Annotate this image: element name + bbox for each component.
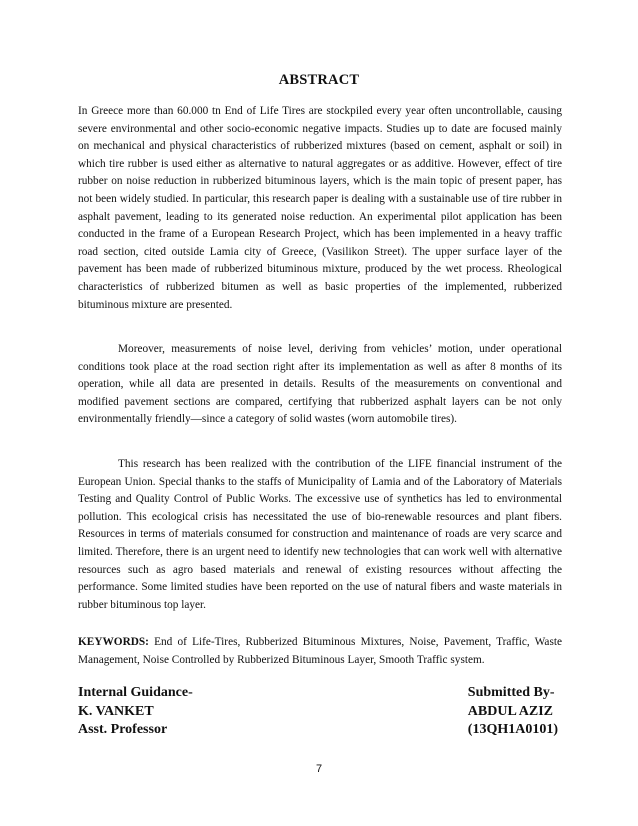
abstract-title: ABSTRACT — [278, 72, 360, 88]
internal-guidance-block — [78, 684, 193, 740]
student-id: (13QH1A0101) — [467, 722, 558, 737]
guide-name: K. VANKET — [78, 703, 154, 719]
abstract-paragraph-2: Moreover, measurements of noise level, deriving from vehicles’ motion, under operational conditions took place at the road section right after its implementation as well as after 8 months of its operation, while all data are presented in details. Results of the measurements on conventional and modified pavement sections are compared, certifying that rubberized asphalt layers can be not only environmentally friendly—since a category of solid wastes (worn automobile tires). — [78, 343, 562, 426]
keywords-label: KEYWORDS: — [78, 636, 149, 648]
abstract-paragraph-1: In Greece more than 60.000 tn End of Life Tires are stockpiled every year often uncontrollable, causing severe environmental and other socio-economic negative impacts. Studies up to date are focused mainly on mechanical and physical characteristics of rubberized mixtures (based on cement, asphalt or soil) in which tire rubber is used either as alternative to natural aggregates or as additive. However, effect of tire rubber on noise reduction in rubberized bituminous layers, which is the main topic of present paper, has not been widely studied. In particular, this research paper is dealing with a sustainable use of tire rubber in asphalt pavement, leading to its generated noise reduction. An experimental pilot application has been conducted in the frame of a European Research Project, which has been implemented in a heavy traffic road section, cited outside Lamia city of Greece, (Vasilikon Street). The upper surface layer of the pavement has been made of rubberized bituminous mixture, produced by the wet process. Rheological characteristics of rubberized bitumen as well as basic properties of the implemented, rubberized bituminous mixture are presented. — [78, 105, 562, 311]
student-name: ABDUL AZIZ — [467, 703, 553, 719]
signature-block — [78, 684, 562, 744]
submitted-by-block — [468, 684, 558, 740]
guidance-heading: Internal Guidance- — [78, 685, 193, 700]
submitted-heading: Submitted By- — [467, 685, 555, 700]
keywords-paragraph — [78, 634, 562, 669]
page-number: 7 — [315, 763, 323, 775]
abstract-paragraph-3: This research has been realized with the contribution of the LIFE financial instrument of the European Union. Special thanks to the staffs of Municipality of Lamia and of the Laboratory of Materials Testing and Quality Control of Public Works. The excessive use of synthetics has led to environmental pollution. This ecological crisis has necessitated the use of bio-renewable resources and plant fibers. Resources in terms of materials consumed for construction and maintenance of roads are very scarce and limited. Therefore, there is an urgent need to identify new technologies that can work well with alternative resources such as agro based materials and renewal of existing resources without affecting the performance. Some limited studies have been reported on the use of natural fibers and waste materials in rubber bituminous top layer. — [78, 458, 562, 611]
guide-role: Asst. Professor — [78, 722, 168, 737]
keywords-text: End of Life-Tires, Rubberized Bituminous Mixtures, Noise, Pavement, Traffic, Waste Management, Noise Controlled by Rubberized Bituminous Layer, Smooth Traffic system. — [78, 636, 563, 666]
